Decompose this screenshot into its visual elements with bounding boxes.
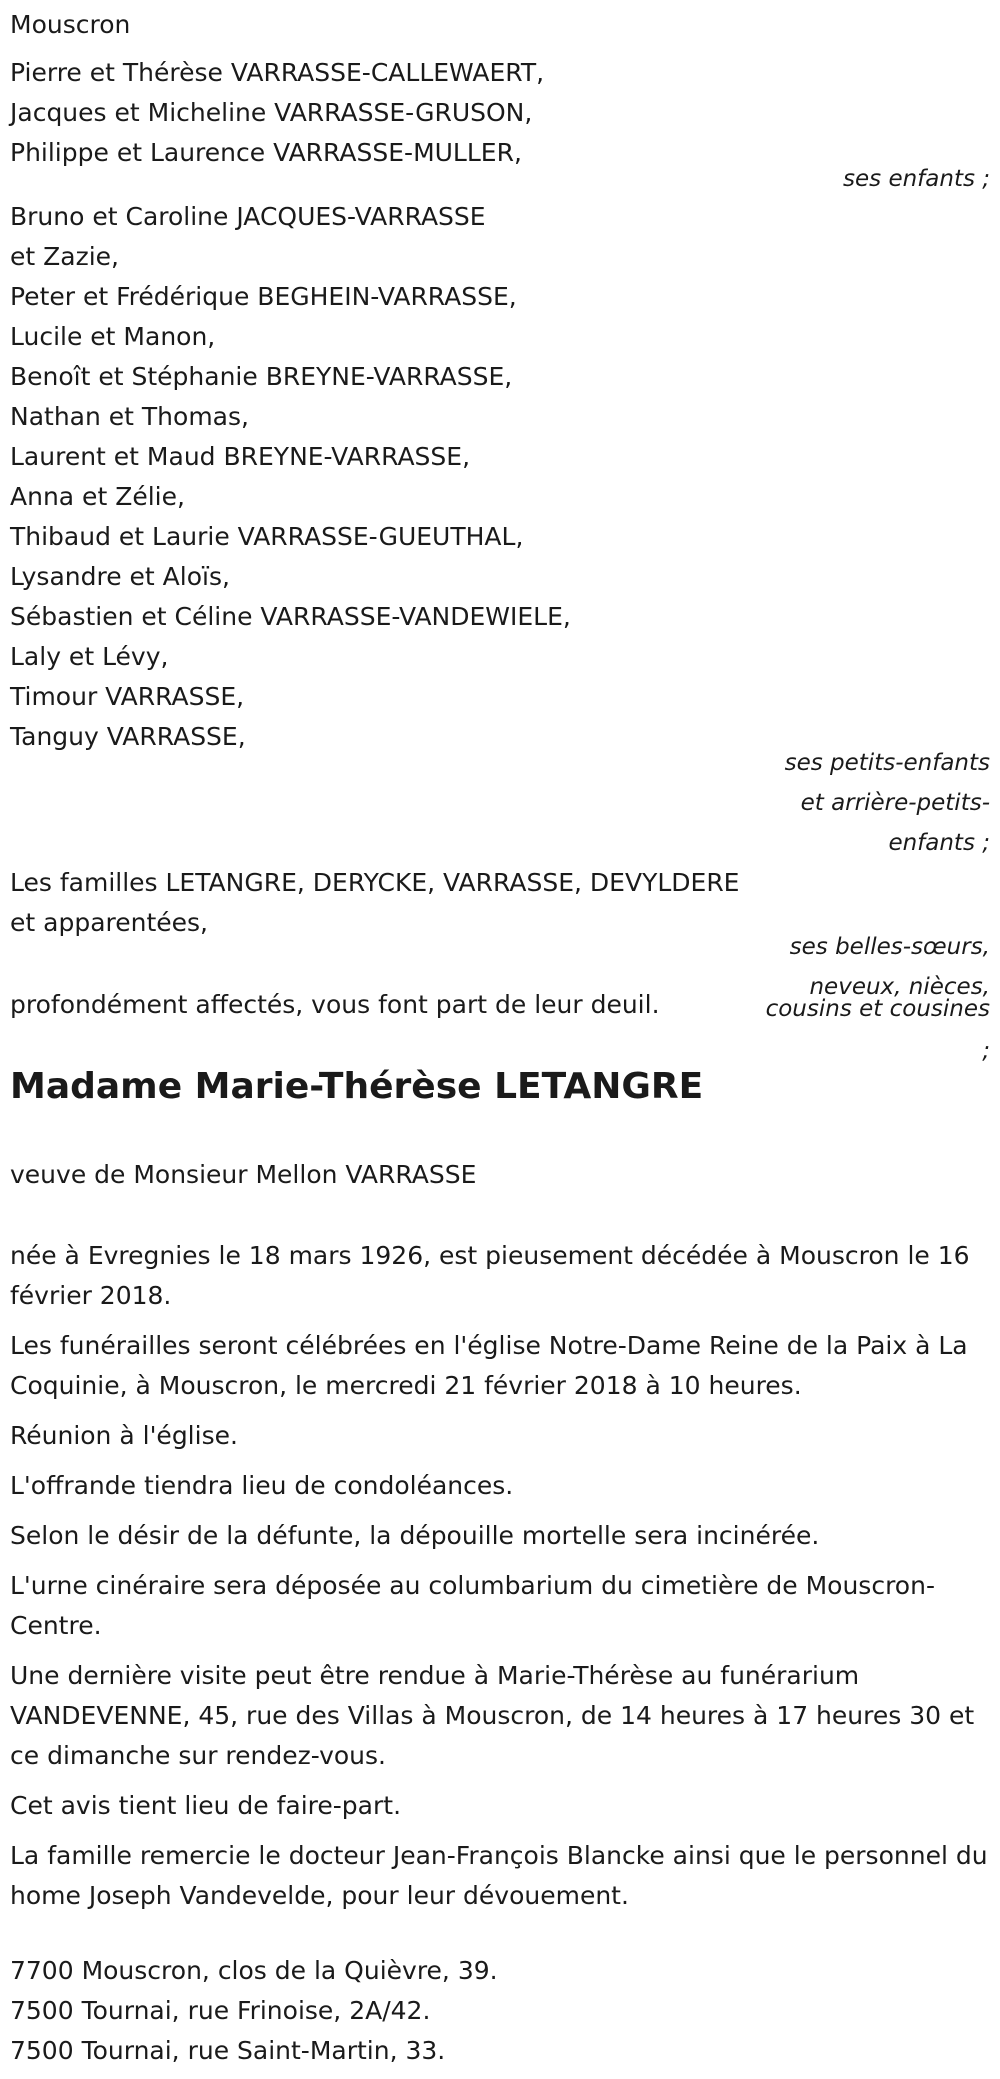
child-line: Pierre et Thérèse VARRASSE-CALLEWAERT, bbox=[10, 58, 545, 87]
address-line: 7500 Tournai, rue Saint-Martin, 33. bbox=[10, 2036, 446, 2065]
grandchild-line: Benoît et Stéphanie BREYNE-VARRASSE, bbox=[10, 362, 513, 391]
families-line: et apparentées, bbox=[10, 908, 208, 937]
paragraph-birth-death: née à Evregnies le 18 mars 1926, est pieusement décédée à Mouscron le 16 février 2018. bbox=[10, 1241, 970, 1310]
paragraph-urn: L'urne cinéraire sera déposée au columbarium du cimetière de Mouscron-Centre. bbox=[10, 1571, 935, 1640]
address-line: 7500 Tournai, rue Frinoise, 2A/42. bbox=[10, 1996, 431, 2025]
families-role-line: ses belles-sœurs, bbox=[789, 934, 990, 960]
paragraph-thanks: La famille remercie le docteur Jean-François Blancke ainsi que le personnel du home Joseph Vandevelde, pour leur dévouement. bbox=[10, 1841, 988, 1910]
paragraph-visit: Une dernière visite peut être rendue à Marie-Thérèse au funérarium VANDEVENNE, 45, rue des Villas à Mouscron, de 14 heures à 17 heures 30 et ce dimanche sur rendez-vous. bbox=[10, 1661, 975, 1770]
grandchild-line: Laurent et Maud BREYNE-VARRASSE, bbox=[10, 442, 471, 471]
families-line: Les familles LETANGRE, DERYCKE, VARRASSE, DEVYLDERE bbox=[10, 868, 740, 897]
address-line: 7700 Mouscron, clos de la Quièvre, 39. bbox=[10, 1956, 498, 1985]
grandchild-line: Nathan et Thomas, bbox=[10, 402, 249, 431]
grandchild-line: Timour VARRASSE, bbox=[10, 682, 245, 711]
families-role-line: ; bbox=[982, 1038, 990, 1064]
children-role: ses enfants ; bbox=[843, 166, 990, 192]
paragraph-funeral: Les funérailles seront célébrées en l'église Notre-Dame Reine de la Paix à La Coquinie, à Mouscron, le mercredi 21 février 2018 à 10 heures. bbox=[10, 1331, 968, 1400]
grandchild-line: Tanguy VARRASSE, bbox=[10, 722, 246, 751]
child-line: Jacques et Micheline VARRASSE-GRUSON, bbox=[10, 98, 533, 127]
grandchild-line: Laly et Lévy, bbox=[10, 642, 169, 671]
grandchild-line: Thibaud et Laurie VARRASSE-GUEUTHAL, bbox=[10, 522, 524, 551]
grandchildren-role-line: ses petits-enfants bbox=[784, 750, 990, 776]
paragraph-meeting: Réunion à l'église. bbox=[10, 1421, 238, 1450]
grandchild-line: Sébastien et Céline VARRASSE-VANDEWIELE, bbox=[10, 602, 571, 631]
deceased-name: Madame Marie-Thérèse LETANGRE bbox=[10, 1066, 704, 1107]
closing-line: profondément affectés, vous font part de leur deuil. bbox=[10, 990, 660, 1019]
paragraph-cremation: Selon le désir de la défunte, la dépouille mortelle sera incinérée. bbox=[10, 1521, 820, 1550]
grandchild-line: et Zazie, bbox=[10, 242, 119, 271]
families-role-line: neveux, nièces, bbox=[809, 974, 990, 1000]
town-heading: Mouscron bbox=[10, 10, 131, 39]
grandchild-line: Lysandre et Aloïs, bbox=[10, 562, 230, 591]
grandchild-line: Bruno et Caroline JACQUES-VARRASSE bbox=[10, 202, 486, 231]
grandchild-line: Lucile et Manon, bbox=[10, 322, 216, 351]
grandchild-line: Peter et Frédérique BEGHEIN-VARRASSE, bbox=[10, 282, 517, 311]
grandchildren-role-line: enfants ; bbox=[888, 830, 990, 856]
child-line: Philippe et Laurence VARRASSE-MULLER, bbox=[10, 138, 522, 167]
paragraph-offering: L'offrande tiendra lieu de condoléances. bbox=[10, 1471, 514, 1500]
families-role-line: cousins et cousines bbox=[765, 996, 990, 1022]
grandchild-line: Anna et Zélie, bbox=[10, 482, 185, 511]
grandchildren-role-line: et arrière-petits- bbox=[800, 790, 990, 816]
paragraph-notice: Cet avis tient lieu de faire-part. bbox=[10, 1791, 402, 1820]
widow-of: veuve de Monsieur Mellon VARRASSE bbox=[10, 1160, 477, 1189]
